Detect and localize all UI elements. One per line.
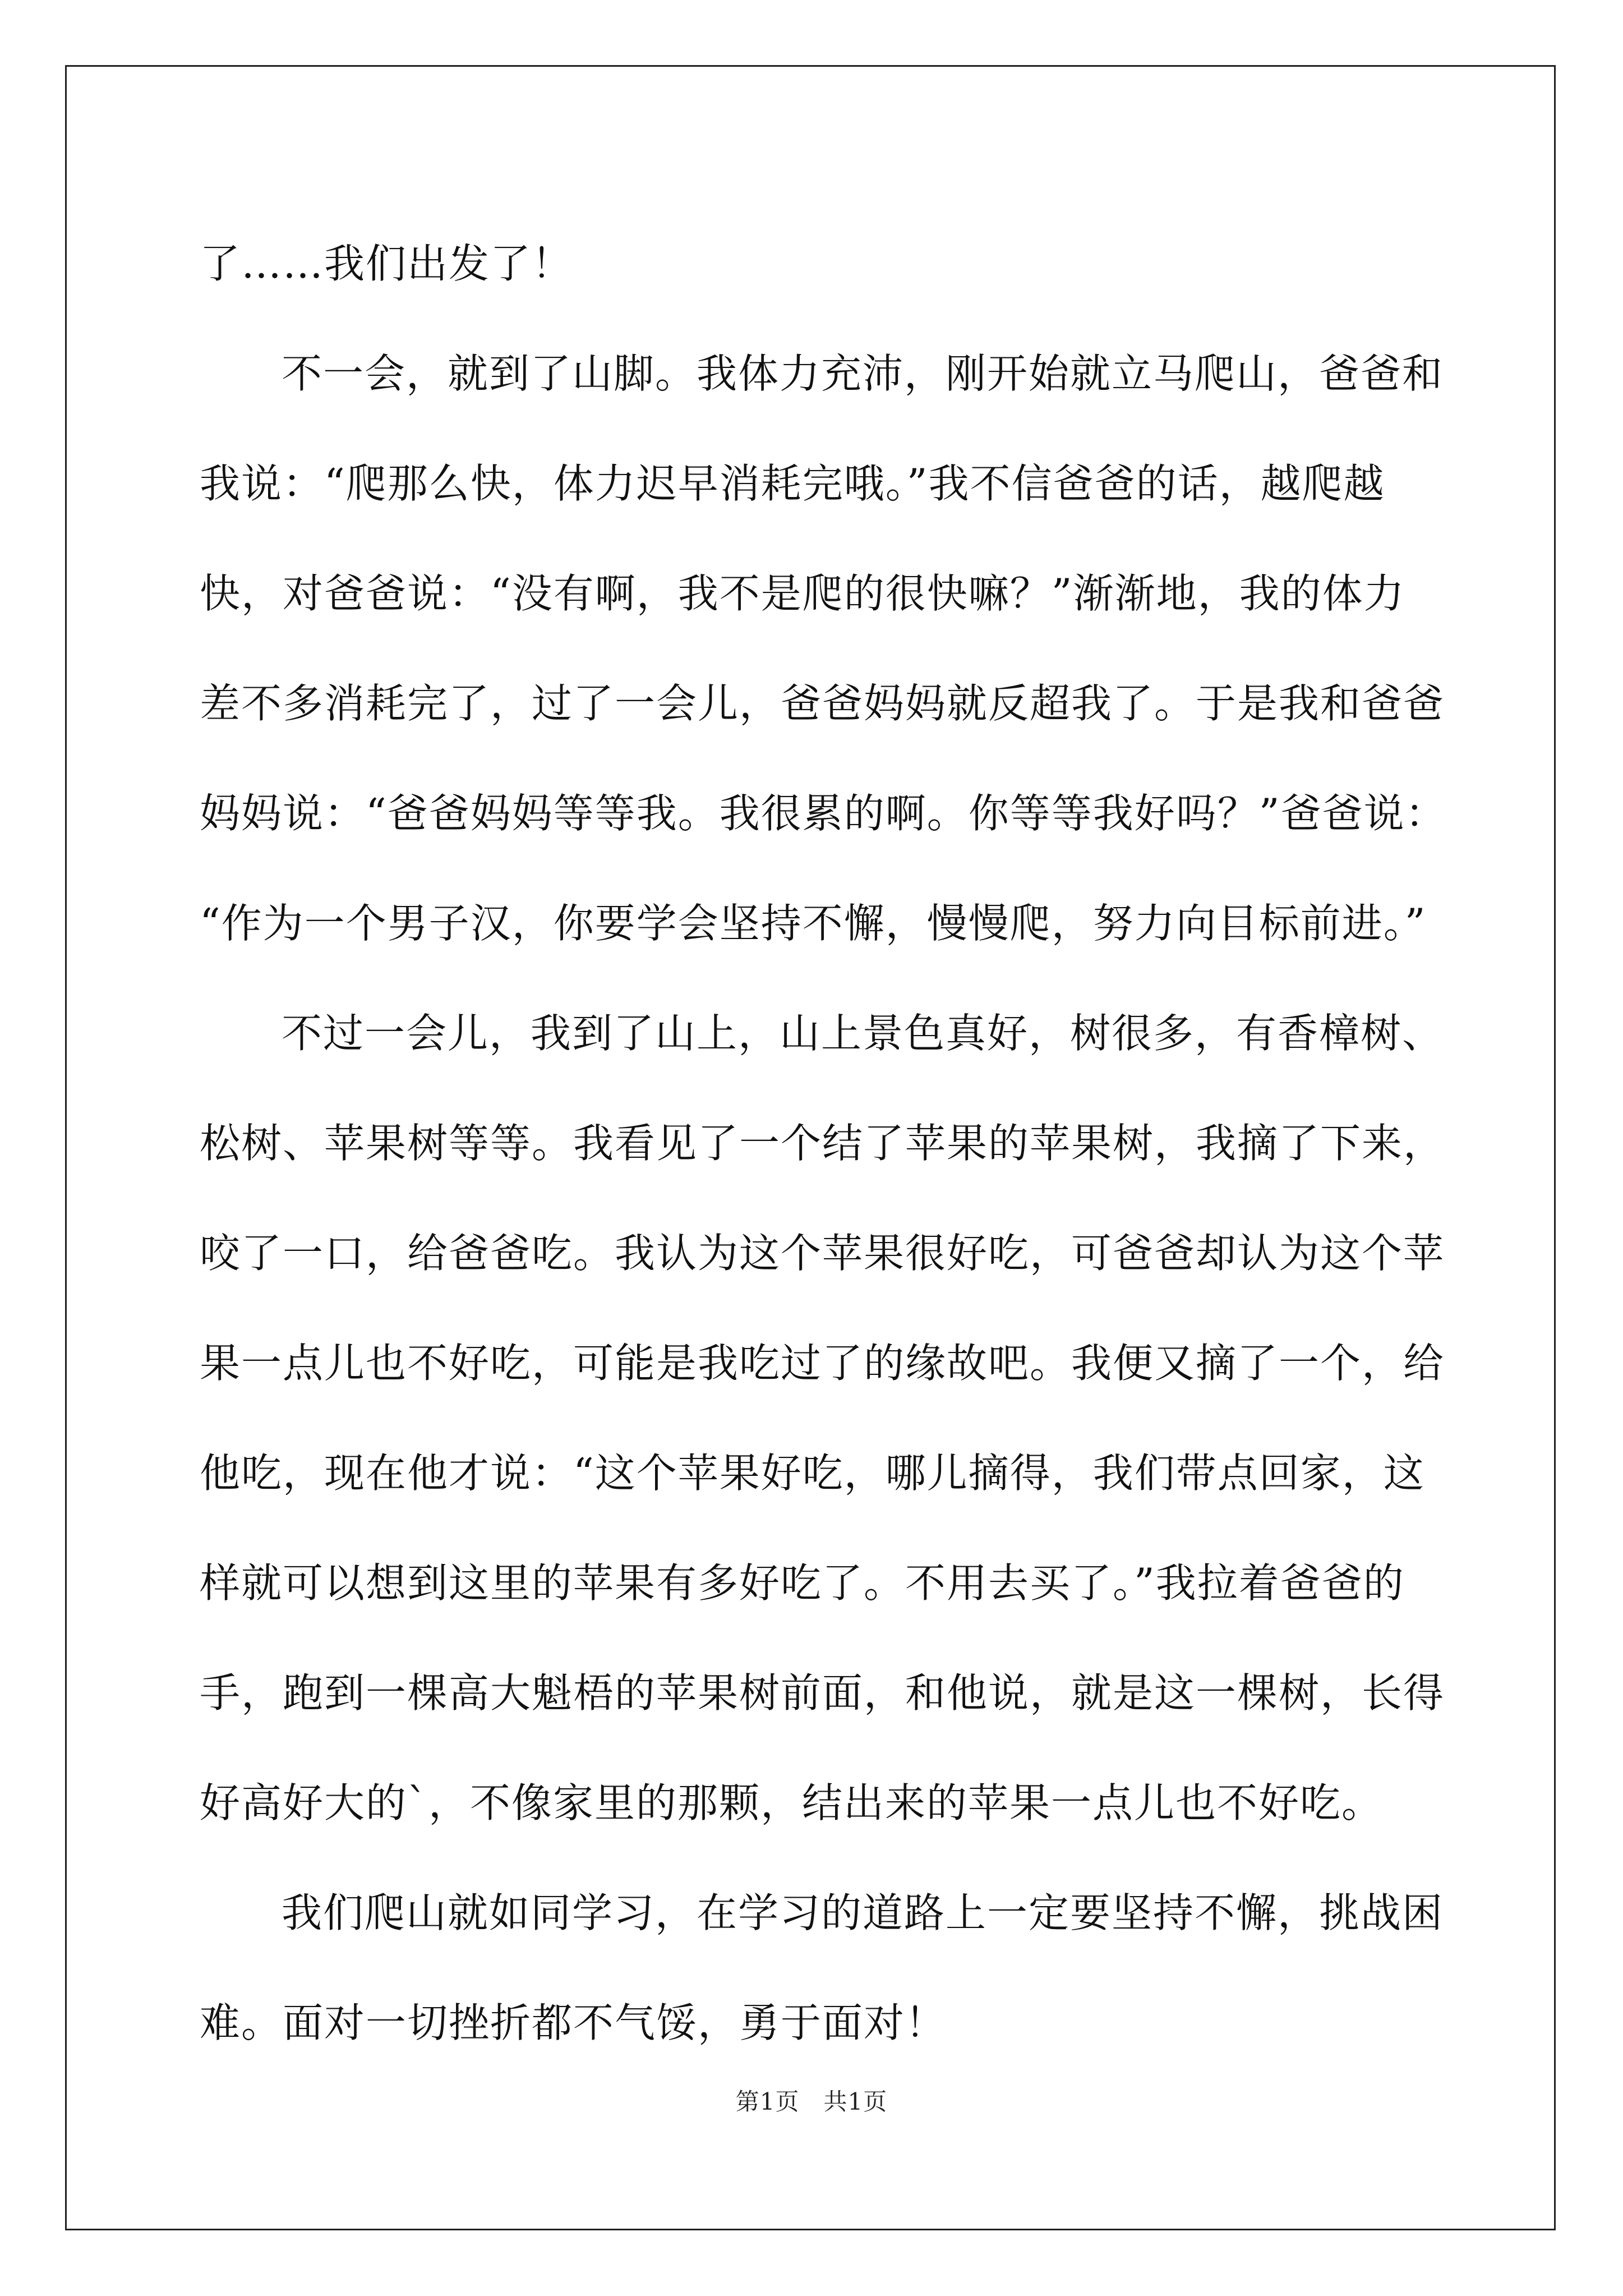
text-line: “作为一个男子汉，你要学会坚持不懈，慢慢爬，努力向目标前进。” (200, 900, 1427, 947)
paragraph-start-line: 不过一会儿，我到了山上，山上景色真好，树很多，有香樟树、 (282, 1010, 1444, 1057)
paragraph-start-line: 不一会，就到了山脚。我体力充沛，刚开始就立马爬山，爸爸和 (282, 350, 1444, 397)
text-line: 咬了一口，给爸爸吃。我认为这个苹果很好吃，可爸爸却认为这个苹 (200, 1230, 1445, 1277)
text-line: 样就可以想到这里的苹果有多好吃了。不用去买了。”我拉着爸爸的 (200, 1559, 1405, 1607)
text-line: 快，对爸爸说：“没有啊，我不是爬的很快嘛？”渐渐地，我的体力 (200, 570, 1405, 617)
page-footer: 第1页 共1页 (735, 2088, 888, 2115)
document-body (200, 209, 1447, 2078)
text-line: 好高好大的`，不像家里的那颗，结出来的苹果一点儿也不好吃。 (200, 1779, 1384, 1826)
text-line: 松树、苹果树等等。我看见了一个结了苹果的苹果树，我摘了下来， (200, 1120, 1445, 1167)
text-line: 妈妈说：“爸爸妈妈等等我。我很累的啊。你等等我好吗？”爸爸说： (200, 790, 1447, 837)
text-line: 差不多消耗完了，过了一会儿，爸爸妈妈就反超我了。于是我和爸爸 (200, 680, 1445, 727)
text-line: 手，跑到一棵高大魁梧的苹果树前面，和他说，就是这一棵树，长得 (200, 1669, 1445, 1717)
paragraph-start-line: 我们爬山就如同学习，在学习的道路上一定要坚持不懈，挑战困 (282, 1889, 1444, 1936)
text-line: 他吃，现在他才说：“这个苹果好吃，哪儿摘得，我们带点回家，这 (200, 1450, 1425, 1497)
text-line: 我说：“爬那么快，体力迟早消耗完哦。”我不信爸爸的话，越爬越 (200, 460, 1385, 507)
text-line: 难。面对一切挫折都不气馁，勇于面对！ (200, 1999, 947, 2046)
text-line: 果一点儿也不好吃，可能是我吃过了的缘故吧。我便又摘了一个，给 (200, 1340, 1445, 1387)
text-line: 了……我们出发了！ (200, 240, 574, 287)
